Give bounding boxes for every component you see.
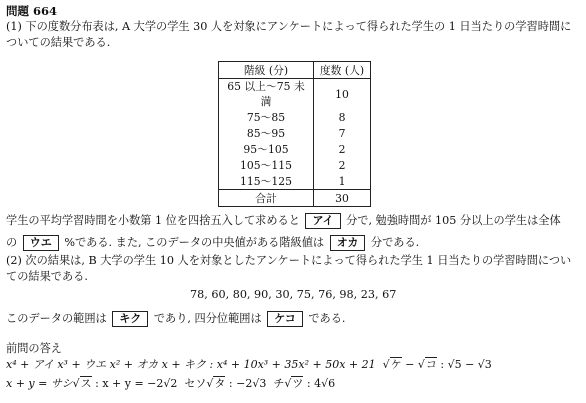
problem-title: 問題 664	[6, 4, 58, 18]
table-total-row	[219, 190, 371, 207]
prev-line1-tail: : √5 − √3	[440, 358, 492, 371]
cell-class: 95〜105	[219, 141, 314, 157]
q2-text-c: である.	[308, 312, 346, 325]
previous-answers-title: 前問の答え	[6, 342, 62, 355]
question1-line2	[6, 234, 419, 252]
table-header-row	[219, 62, 371, 79]
table-row	[219, 141, 371, 157]
part2-line2: ての結果である.	[6, 270, 88, 283]
table-row	[219, 173, 371, 190]
prev-line2-rad-b: タ	[214, 377, 226, 390]
cell-frequency: 10	[314, 79, 371, 110]
header-frequency: 度数 (人)	[314, 62, 371, 79]
q1-text-c: の	[6, 236, 18, 249]
previous-answers-line1: x⁴ + アイ x³ + ウエ x² + オカ x + キク : x⁴ + 10x³ + 35x² + 50x + 21 √ケ − √コ : √5 − √3	[6, 358, 492, 371]
data-list: 78, 60, 80, 90, 30, 75, 76, 98, 23, 67	[190, 288, 397, 301]
part2-line1: (2) 次の結果は, B 大学の学生 10 人を対象としたアンケートによって得られた学生 1 日当たりの学習時間につい	[6, 254, 572, 267]
answer-box-ai[interactable]: アイ	[305, 213, 340, 229]
question2-line	[6, 310, 345, 328]
cell-total-value: 30	[314, 190, 371, 207]
q1-text-a: 学生の平均学習時間を小数第 1 位を四捨五入して求めると	[6, 214, 300, 227]
header-class: 階級 (分)	[219, 62, 314, 79]
part1-intro-line2: ついての結果である.	[6, 36, 111, 49]
table-row	[219, 79, 371, 110]
prev-line2-rad-a: ス	[80, 377, 92, 390]
answer-box-kiku[interactable]: キク	[112, 311, 148, 327]
prev-line2-b: : x + y = −2√2	[95, 377, 178, 390]
table-row	[219, 109, 371, 125]
prev-line2-d: : −2√3	[228, 377, 267, 390]
prev-line2-rad-c: ツ	[292, 377, 304, 390]
q2-text-a: このデータの範囲は	[6, 312, 107, 325]
cell-frequency: 7	[314, 125, 371, 141]
frequency-table	[218, 61, 371, 207]
answer-box-ue[interactable]: ウエ	[23, 235, 59, 251]
cell-class: 75〜85	[219, 109, 314, 125]
q1-text-e: 分である.	[370, 236, 420, 249]
q1-text-b: 分で, 勉強時間が 105 分以上の学生は全体	[346, 214, 561, 227]
table-row	[219, 125, 371, 141]
cell-frequency: 2	[314, 157, 371, 173]
answer-box-keko[interactable]: ケコ	[267, 311, 303, 327]
cell-class: 115〜125	[219, 173, 314, 190]
answer-box-oka[interactable]: オカ	[330, 235, 366, 251]
prev-line2-e: チ	[273, 377, 285, 390]
cell-frequency: 2	[314, 141, 371, 157]
cell-frequency: 8	[314, 109, 371, 125]
part1-intro-line1: (1) 下の度数分布表は, A 大学の学生 30 人を対象にアンケートによって得られた学生の 1 日当たりの学習時間に	[6, 20, 572, 33]
prev-line2-c: セソ	[184, 377, 207, 390]
prev-line1-expr: x⁴ + アイ x³ + ウエ x² + オカ x + キク : x⁴ + 10x³ + 35x² + 50x + 21	[6, 358, 376, 371]
cell-total-label: 合計	[219, 190, 314, 207]
table-row	[219, 157, 371, 173]
cell-frequency: 1	[314, 173, 371, 190]
prev-line1-rad-a: ケ	[390, 358, 402, 371]
question1-line1	[6, 212, 561, 230]
cell-class: 65 以上〜75 未満	[219, 79, 314, 110]
prev-line1-rad-b: コ	[425, 358, 437, 371]
cell-class: 85〜95	[219, 125, 314, 141]
prev-line2-f: : 4√6	[306, 377, 336, 390]
previous-answers-line2: x + y = サシ√ス : x + y = −2√2 セソ√タ : −2√3 チ√ツ : 4√6	[6, 377, 336, 390]
q2-text-b: であり, 四分位範囲は	[153, 312, 262, 325]
cell-class: 105〜115	[219, 157, 314, 173]
prev-line2-a: x + y = サシ	[6, 377, 73, 390]
q1-text-d: %である. また, このデータの中央値がある階級値は	[64, 236, 325, 249]
